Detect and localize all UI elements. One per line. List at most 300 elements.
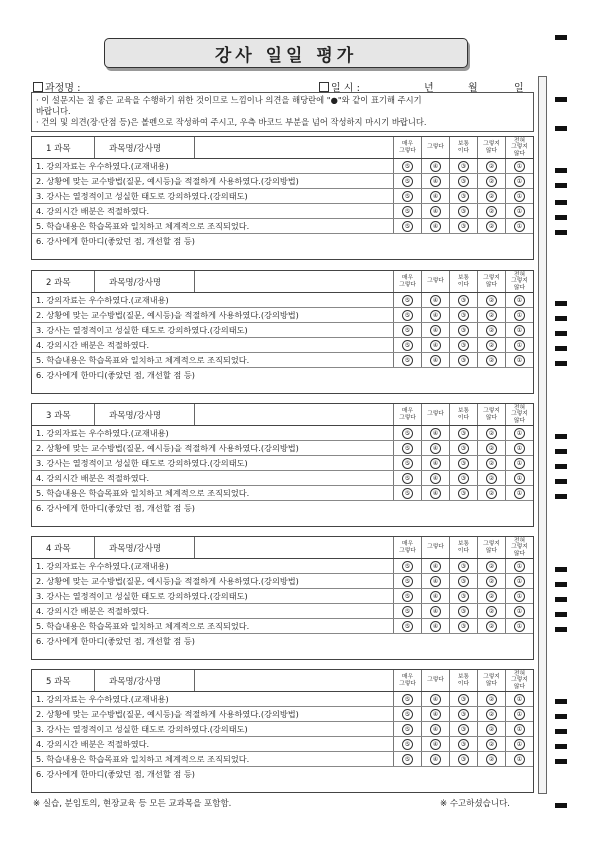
- rating-circle: ⑤: [402, 340, 413, 351]
- rating-option[interactable]: [421, 308, 449, 322]
- timing-mark: [555, 97, 567, 102]
- timing-mark: [555, 230, 567, 235]
- rating-option[interactable]: [449, 574, 477, 588]
- rating-option[interactable]: [449, 293, 477, 307]
- rating-option[interactable]: [421, 204, 449, 218]
- rating-circle: ④: [430, 206, 441, 217]
- question-text: 2. 상황에 맞는 교수방법(질문, 예시등)을 적절하게 사용하였다.(강의방법): [36, 442, 299, 453]
- rating-option[interactable]: [449, 722, 477, 736]
- rating-circle: ④: [430, 191, 441, 202]
- question-text: 2. 상황에 맞는 교수방법(질문, 예시등)을 적절하게 사용하였다.(강의방법): [36, 708, 299, 719]
- timing-mark: [555, 729, 567, 734]
- rating-circle: ②: [486, 176, 497, 187]
- rating-option[interactable]: [449, 559, 477, 573]
- question-row: [32, 604, 533, 619]
- rating-option[interactable]: [393, 737, 421, 751]
- scale-label: 매우 그렇다: [393, 271, 421, 292]
- rating-option[interactable]: [393, 589, 421, 603]
- rating-option[interactable]: [505, 589, 533, 603]
- course-header: [32, 271, 533, 293]
- rating-circle: ③: [458, 428, 469, 439]
- rating-option[interactable]: [477, 174, 505, 188]
- scale-label: 보통 이다: [449, 537, 477, 558]
- question-text: 5. 학습내용은 학습목표와 일치하고 체계적으로 조직되었다.: [36, 753, 250, 764]
- rating-option[interactable]: [449, 619, 477, 633]
- timing-mark: [555, 803, 567, 808]
- question-row: [32, 441, 533, 456]
- scale-label: 매우 그렇다: [393, 537, 421, 558]
- question-row: [32, 707, 533, 722]
- question-row: [32, 486, 533, 501]
- rating-option[interactable]: [477, 707, 505, 721]
- scale-label: 전혀 그렇지 않다: [505, 404, 533, 425]
- rating-circle: ④: [430, 176, 441, 187]
- rating-option[interactable]: [505, 752, 533, 766]
- rating-circle: ④: [430, 221, 441, 232]
- rating-option[interactable]: [477, 426, 505, 440]
- rating-option[interactable]: [505, 204, 533, 218]
- rating-option[interactable]: [393, 722, 421, 736]
- rating-circle: ①: [514, 221, 525, 232]
- question-text: 1. 강의자료는 우수하였다.(교재내용): [36, 693, 169, 704]
- instruction-line: · 건의 및 의견(장·단점 등)은 볼펜으로 작성하여 주시고, 우측 바코드 부분을 넘어 작성하지 마시기 바랍니다.: [36, 117, 427, 127]
- timing-mark: [555, 759, 567, 764]
- rating-circle: ①: [514, 724, 525, 735]
- question-text: 4. 강의시간 배분은 적절하였다.: [36, 605, 150, 616]
- question-text: 3. 강사는 열정적이고 성실한 태도로 강의하였다.(강의태도): [36, 457, 248, 468]
- rating-option[interactable]: [393, 707, 421, 721]
- rating-option[interactable]: [449, 486, 477, 500]
- rating-circle: ③: [458, 576, 469, 587]
- rating-circle: ④: [430, 428, 441, 439]
- comment-input[interactable]: [32, 501, 533, 526]
- subject-input[interactable]: [195, 271, 393, 292]
- rating-circle: ④: [430, 310, 441, 321]
- subject-input[interactable]: [195, 137, 393, 158]
- rating-option[interactable]: [477, 293, 505, 307]
- rating-option[interactable]: [421, 737, 449, 751]
- rating-option[interactable]: [477, 189, 505, 203]
- rating-option[interactable]: [477, 752, 505, 766]
- rating-option[interactable]: [505, 338, 533, 352]
- rating-circle: ①: [514, 428, 525, 439]
- rating-circle: ①: [514, 355, 525, 366]
- title-box: [104, 38, 468, 68]
- comment-label: 6. 강사에게 한마디(좋았던 점, 개선할 점 등): [36, 370, 195, 380]
- timing-mark: [555, 582, 567, 587]
- rating-circle: ②: [486, 739, 497, 750]
- question-text: 4. 강의시간 배분은 적절하였다.: [36, 738, 150, 749]
- rating-option[interactable]: [421, 559, 449, 573]
- rating-option[interactable]: [393, 323, 421, 337]
- year-label: 년: [424, 83, 434, 94]
- subject-header: 과목명/강사명: [95, 137, 195, 158]
- rating-circle: ②: [486, 473, 497, 484]
- rating-circle: ③: [458, 621, 469, 632]
- rating-circle: ③: [458, 221, 469, 232]
- rating-option[interactable]: [393, 619, 421, 633]
- rating-option[interactable]: [393, 189, 421, 203]
- rating-circle: ②: [486, 355, 497, 366]
- rating-circle: ⑤: [402, 591, 413, 602]
- rating-option[interactable]: [477, 604, 505, 618]
- rating-option[interactable]: [477, 589, 505, 603]
- timing-mark: [555, 434, 567, 439]
- rating-option[interactable]: [421, 441, 449, 455]
- rating-circle: ②: [486, 576, 497, 587]
- scale-label: 전혀 그렇지 않다: [505, 137, 533, 158]
- rating-option[interactable]: [421, 456, 449, 470]
- rating-option[interactable]: [421, 752, 449, 766]
- rating-option[interactable]: [477, 471, 505, 485]
- question-text: 1. 강의자료는 우수하였다.(교재내용): [36, 560, 169, 571]
- rating-option[interactable]: [505, 456, 533, 470]
- rating-option[interactable]: [421, 159, 449, 173]
- instruction-line: · 이 설문지는 질 좋은 교육을 수행하기 위한 것이므로 느낌이나 의견을 해당란에 "●"와 같이 표기해 주시기: [36, 95, 422, 105]
- rating-circle: ③: [458, 161, 469, 172]
- timing-mark: [555, 597, 567, 602]
- rating-option[interactable]: [477, 441, 505, 455]
- rating-circle: ⑤: [402, 606, 413, 617]
- rating-option[interactable]: [505, 323, 533, 337]
- instructions-box: [31, 92, 534, 132]
- rating-option[interactable]: [477, 219, 505, 233]
- rating-option[interactable]: [449, 737, 477, 751]
- month-label: 월: [468, 83, 478, 94]
- rating-option[interactable]: [393, 308, 421, 322]
- rating-option[interactable]: [421, 426, 449, 440]
- rating-circle: ⑤: [402, 561, 413, 572]
- question-row: [32, 559, 533, 574]
- rating-option[interactable]: [449, 456, 477, 470]
- rating-option[interactable]: [393, 456, 421, 470]
- rating-option[interactable]: [449, 323, 477, 337]
- rating-option[interactable]: [505, 604, 533, 618]
- rating-option[interactable]: [449, 219, 477, 233]
- timing-mark: [555, 567, 567, 572]
- timing-mark: [555, 301, 567, 306]
- rating-circle: ②: [486, 428, 497, 439]
- scale-label: 그렇다: [421, 271, 449, 292]
- rating-option[interactable]: [449, 174, 477, 188]
- rating-option[interactable]: [421, 707, 449, 721]
- question-row: [32, 752, 533, 767]
- timing-mark: [555, 316, 567, 321]
- rating-circle: ⑤: [402, 206, 413, 217]
- rating-option[interactable]: [477, 353, 505, 367]
- rating-option[interactable]: [477, 619, 505, 633]
- question-row: [32, 456, 533, 471]
- comment-input[interactable]: [32, 634, 533, 659]
- rating-option[interactable]: [505, 426, 533, 440]
- rating-option[interactable]: [421, 338, 449, 352]
- rating-option[interactable]: [393, 353, 421, 367]
- rating-option[interactable]: [449, 752, 477, 766]
- question-text: 5. 학습내용은 학습목표와 일치하고 체계적으로 조직되었다.: [36, 487, 250, 498]
- timing-mark: [555, 744, 567, 749]
- rating-option[interactable]: [421, 293, 449, 307]
- rating-option[interactable]: [505, 486, 533, 500]
- rating-option[interactable]: [477, 308, 505, 322]
- rating-circle: ①: [514, 295, 525, 306]
- comment-input[interactable]: [32, 767, 533, 792]
- rating-option[interactable]: [505, 308, 533, 322]
- subject-input[interactable]: [195, 670, 393, 691]
- rating-circle: ⑤: [402, 576, 413, 587]
- timing-mark: [555, 215, 567, 220]
- scale-label: 그렇다: [421, 670, 449, 691]
- scale-label: 보통 이다: [449, 271, 477, 292]
- page-title: 강사 일일 평가: [214, 45, 358, 66]
- rating-option[interactable]: [393, 604, 421, 618]
- rating-option[interactable]: [505, 293, 533, 307]
- rating-option[interactable]: [505, 219, 533, 233]
- rating-option[interactable]: [477, 574, 505, 588]
- rating-option[interactable]: [421, 604, 449, 618]
- rating-circle: ④: [430, 561, 441, 572]
- rating-circle: ⑤: [402, 325, 413, 336]
- rating-option[interactable]: [449, 308, 477, 322]
- question-text: 4. 강의시간 배분은 적절하였다.: [36, 472, 150, 483]
- scale-label: 보통 이다: [449, 404, 477, 425]
- question-row: [32, 574, 533, 589]
- rating-circle: ①: [514, 443, 525, 454]
- rating-option[interactable]: [449, 159, 477, 173]
- rating-circle: ③: [458, 206, 469, 217]
- rating-circle: ③: [458, 191, 469, 202]
- rating-option[interactable]: [449, 353, 477, 367]
- scale-label: 그렇다: [421, 537, 449, 558]
- rating-option[interactable]: [449, 441, 477, 455]
- rating-option[interactable]: [505, 189, 533, 203]
- rating-option[interactable]: [505, 692, 533, 706]
- rating-circle: ②: [486, 325, 497, 336]
- timing-mark: [555, 361, 567, 366]
- rating-option[interactable]: [477, 486, 505, 500]
- date-label: 일 시 :: [331, 83, 361, 94]
- question-text: 3. 강사는 열정적이고 성실한 태도로 강의하였다.(강의태도): [36, 324, 248, 335]
- rating-circle: ③: [458, 176, 469, 187]
- rating-circle: ③: [458, 325, 469, 336]
- question-row: [32, 189, 533, 204]
- rating-option[interactable]: [477, 737, 505, 751]
- timing-mark: [555, 699, 567, 704]
- timing-mark: [555, 168, 567, 173]
- rating-circle: ④: [430, 340, 441, 351]
- course-block: [31, 536, 534, 660]
- rating-option[interactable]: [393, 559, 421, 573]
- rating-circle: ⑤: [402, 191, 413, 202]
- subject-header: 과목명/강사명: [95, 271, 195, 292]
- rating-option[interactable]: [477, 323, 505, 337]
- rating-circle: ①: [514, 561, 525, 572]
- rating-circle: ③: [458, 606, 469, 617]
- course-header: [32, 137, 533, 159]
- course-block: [31, 270, 534, 394]
- rating-option[interactable]: [477, 559, 505, 573]
- question-text: 3. 강사는 열정적이고 성실한 태도로 강의하였다.(강의태도): [36, 590, 248, 601]
- footer-note: ※ 실습, 분임토의, 현장교육 등 모든 교과목을 포함함.: [33, 799, 232, 809]
- rating-option[interactable]: [393, 471, 421, 485]
- rating-circle: ④: [430, 621, 441, 632]
- scale-label: 전혀 그렇지 않다: [505, 271, 533, 292]
- subject-header: 과목명/강사명: [95, 404, 195, 425]
- timing-mark: [555, 627, 567, 632]
- rating-circle: ④: [430, 724, 441, 735]
- course-number: 4 과목: [32, 537, 95, 558]
- checkbox-icon: [33, 82, 43, 92]
- question-row: [32, 692, 533, 707]
- subject-input[interactable]: [195, 537, 393, 558]
- rating-option[interactable]: [449, 604, 477, 618]
- question-text: 5. 학습내용은 학습목표와 일치하고 체계적으로 조직되었다.: [36, 354, 250, 365]
- question-row: [32, 219, 533, 234]
- rating-option[interactable]: [505, 737, 533, 751]
- rating-circle: ⑤: [402, 621, 413, 632]
- question-text: 2. 상황에 맞는 교수방법(질문, 예시등)을 적절하게 사용하였다.(강의방법): [36, 575, 299, 586]
- comment-label: 6. 강사에게 한마디(좋았던 점, 개선할 점 등): [36, 769, 195, 779]
- rating-circle: ④: [430, 161, 441, 172]
- rating-option[interactable]: [449, 426, 477, 440]
- rating-circle: ③: [458, 458, 469, 469]
- rating-option[interactable]: [505, 471, 533, 485]
- rating-option[interactable]: [393, 159, 421, 173]
- rating-option[interactable]: [477, 159, 505, 173]
- rating-option[interactable]: [393, 174, 421, 188]
- rating-option[interactable]: [477, 692, 505, 706]
- rating-option[interactable]: [421, 323, 449, 337]
- rating-circle: ③: [458, 473, 469, 484]
- rating-circle: ②: [486, 709, 497, 720]
- comment-input[interactable]: [32, 234, 533, 259]
- rating-circle: ④: [430, 576, 441, 587]
- rating-circle: ⑤: [402, 694, 413, 705]
- rating-circle: ①: [514, 606, 525, 617]
- course-name-label: 과정명 :: [45, 83, 81, 94]
- question-row: [32, 159, 533, 174]
- rating-circle: ①: [514, 310, 525, 321]
- rating-option[interactable]: [505, 559, 533, 573]
- rating-option[interactable]: [421, 722, 449, 736]
- rating-option[interactable]: [505, 574, 533, 588]
- scale-label: 전혀 그렇지 않다: [505, 537, 533, 558]
- scale-label: 그렇지 않다: [477, 537, 505, 558]
- rating-option[interactable]: [421, 574, 449, 588]
- rating-circle: ③: [458, 488, 469, 499]
- rating-option[interactable]: [449, 471, 477, 485]
- course-number: 2 과목: [32, 271, 95, 292]
- rating-circle: ②: [486, 161, 497, 172]
- rating-option[interactable]: [393, 692, 421, 706]
- rating-option[interactable]: [505, 619, 533, 633]
- rating-circle: ①: [514, 576, 525, 587]
- rating-option[interactable]: [421, 353, 449, 367]
- rating-circle: ⑤: [402, 176, 413, 187]
- subject-input[interactable]: [195, 404, 393, 425]
- rating-option[interactable]: [421, 174, 449, 188]
- rating-option[interactable]: [505, 159, 533, 173]
- comment-input[interactable]: [32, 368, 533, 393]
- rating-circle: ④: [430, 591, 441, 602]
- scale-label: 그렇지 않다: [477, 404, 505, 425]
- rating-option[interactable]: [449, 692, 477, 706]
- rating-option[interactable]: [393, 441, 421, 455]
- rating-option[interactable]: [505, 174, 533, 188]
- timing-mark: [555, 126, 567, 131]
- rating-option[interactable]: [393, 293, 421, 307]
- rating-option[interactable]: [421, 189, 449, 203]
- scale-label: 그렇지 않다: [477, 271, 505, 292]
- rating-option[interactable]: [393, 219, 421, 233]
- rating-circle: ⑤: [402, 709, 413, 720]
- question-row: [32, 426, 533, 441]
- rating-option[interactable]: [393, 204, 421, 218]
- rating-circle: ⑤: [402, 754, 413, 765]
- rating-circle: ②: [486, 221, 497, 232]
- rating-option[interactable]: [449, 589, 477, 603]
- rating-circle: ③: [458, 754, 469, 765]
- rating-option[interactable]: [421, 692, 449, 706]
- rating-option[interactable]: [477, 722, 505, 736]
- question-row: [32, 174, 533, 189]
- rating-option[interactable]: [449, 707, 477, 721]
- question-text: 4. 강의시간 배분은 적절하였다.: [36, 339, 150, 350]
- rating-option[interactable]: [477, 338, 505, 352]
- rating-option[interactable]: [421, 619, 449, 633]
- rating-circle: ①: [514, 754, 525, 765]
- rating-option[interactable]: [393, 486, 421, 500]
- day-label: 일: [514, 83, 524, 94]
- rating-circle: ①: [514, 340, 525, 351]
- rating-option[interactable]: [477, 204, 505, 218]
- rating-option[interactable]: [393, 426, 421, 440]
- timing-mark: [555, 346, 567, 351]
- rating-option[interactable]: [505, 353, 533, 367]
- rating-option[interactable]: [421, 589, 449, 603]
- rating-circle: ①: [514, 458, 525, 469]
- rating-option[interactable]: [421, 219, 449, 233]
- rating-circle: ④: [430, 694, 441, 705]
- question-row: [32, 204, 533, 219]
- rating-circle: ②: [486, 191, 497, 202]
- rating-option[interactable]: [505, 441, 533, 455]
- rating-option[interactable]: [421, 471, 449, 485]
- rating-option[interactable]: [393, 574, 421, 588]
- rating-option[interactable]: [421, 486, 449, 500]
- scale-label: 매우 그렇다: [393, 670, 421, 691]
- rating-option[interactable]: [505, 722, 533, 736]
- timing-mark: [555, 200, 567, 205]
- rating-circle: ②: [486, 724, 497, 735]
- rating-circle: ④: [430, 473, 441, 484]
- rating-circle: ①: [514, 206, 525, 217]
- rating-circle: ③: [458, 724, 469, 735]
- rating-option[interactable]: [449, 189, 477, 203]
- course-header: [32, 670, 533, 692]
- rating-option[interactable]: [449, 204, 477, 218]
- question-text: 1. 강의자료는 우수하였다.(교재내용): [36, 427, 169, 438]
- rating-option[interactable]: [393, 752, 421, 766]
- rating-option[interactable]: [477, 456, 505, 470]
- timing-mark: [555, 714, 567, 719]
- rating-option[interactable]: [393, 338, 421, 352]
- rating-circle: ①: [514, 739, 525, 750]
- footer-thanks: ※ 수고하셨습니다.: [440, 799, 511, 809]
- rating-circle: ⑤: [402, 443, 413, 454]
- rating-option[interactable]: [505, 707, 533, 721]
- rating-circle: ⑤: [402, 310, 413, 321]
- rating-option[interactable]: [449, 338, 477, 352]
